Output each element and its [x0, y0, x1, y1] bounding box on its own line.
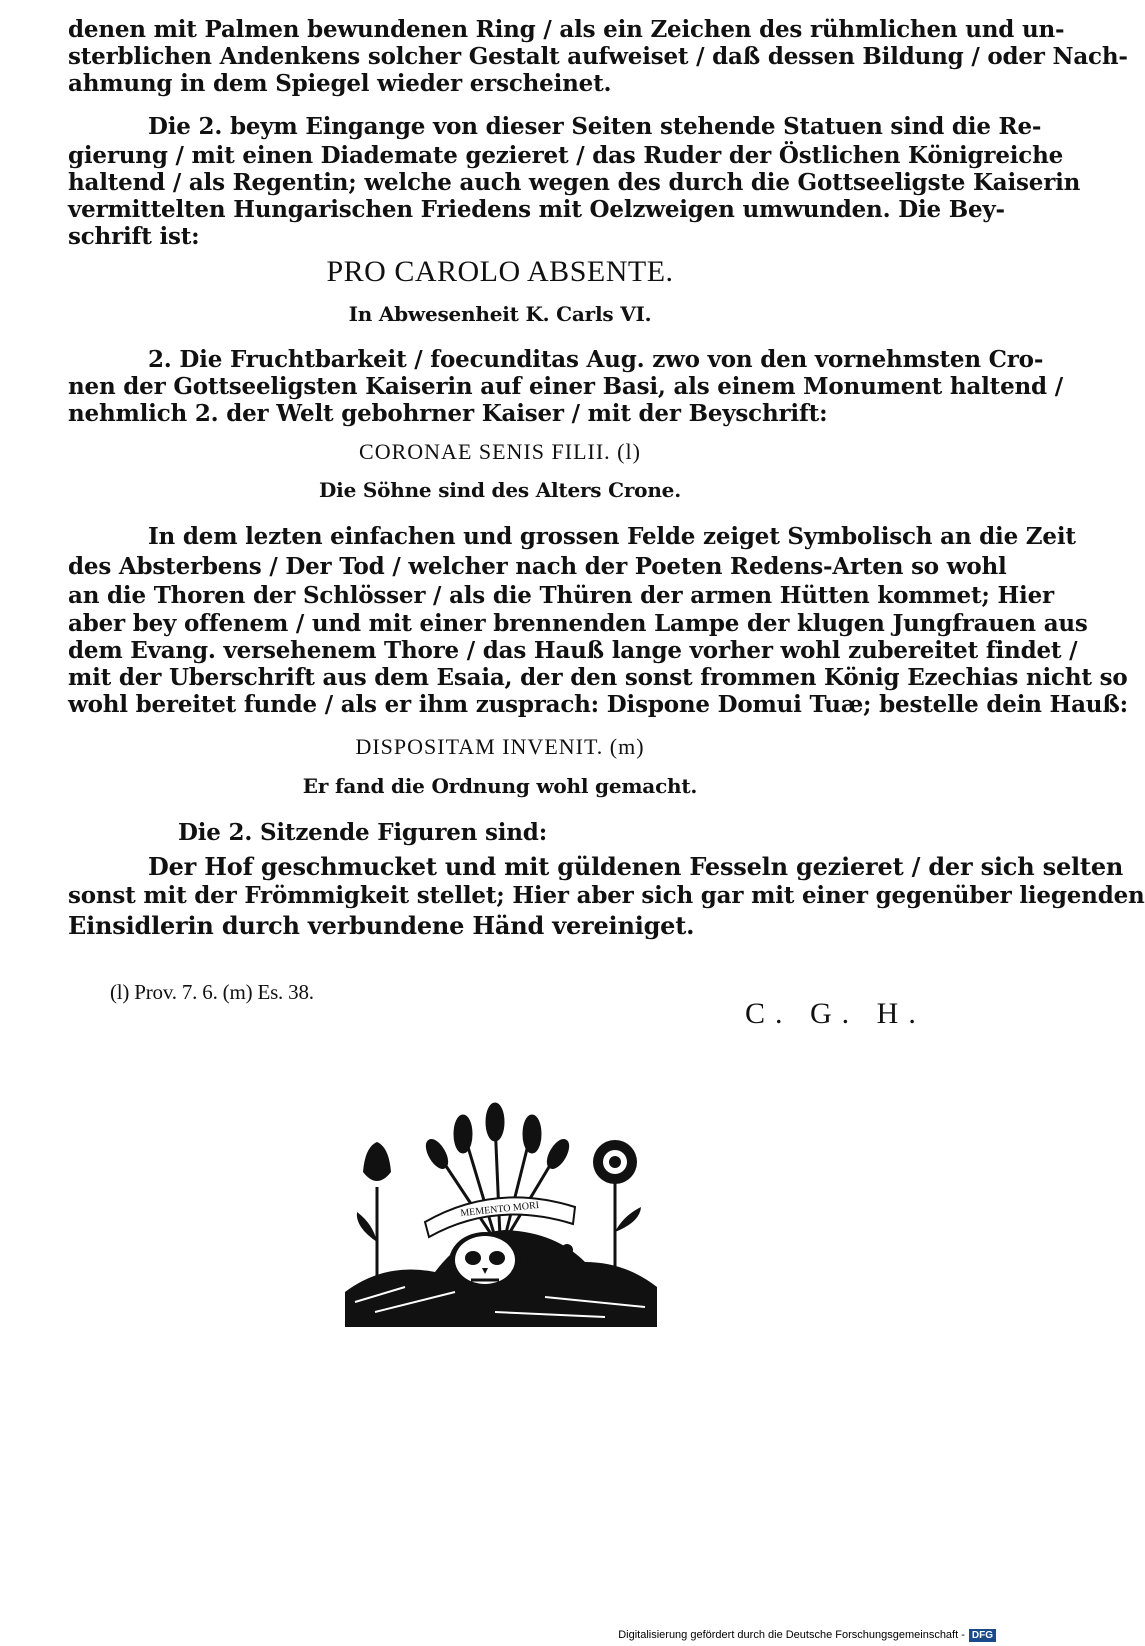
author-initials: C. G. H.	[745, 997, 926, 1030]
memento-mori-vignette	[345, 1112, 657, 1327]
paragraph1-line-1: denen mit Palmen bewundenen Ring / als ein Zeichen des rühmlichen und un-	[68, 16, 1065, 43]
paragraph3-line-1: 2. Die Fruchtbarkeit / foecunditas Aug. zwo von den vornehmsten Cro-	[148, 346, 1044, 373]
paragraph5-line-3: sonst mit der Frömmigkeit stellet; Hier aber sich gar mit einer gegenüber liegenden	[68, 882, 1145, 909]
paragraph5-line-1: Die 2. Sitzende Figuren sind:	[178, 819, 547, 846]
paragraph2-line-1: Die 2. beym Eingange von dieser Seiten stehende Statuen sind die Re-	[148, 113, 1042, 140]
motto2-german: Die Söhne sind des Alters Crone.	[319, 478, 681, 502]
paragraph5-line-4: Einsidlerin durch verbundene Händ vereiniget.	[68, 911, 695, 940]
digitization-credit	[618, 1626, 996, 1644]
vignette-banner-text: MEMENTO MORI	[459, 1199, 540, 1220]
motto1-german: In Abwesenheit K. Carls VI.	[348, 302, 652, 326]
paragraph4-line-2: des Absterbens / Der Tod / welcher nach der Poeten Redens-Arten so wohl	[68, 553, 1007, 580]
paragraph2-line-2: gierung / mit einen Diademate gezieret / das Ruder der Östlichen Königreiche	[68, 142, 1064, 169]
paragraph4-line-3: an die Thoren der Schlösser / als die Thüren der armen Hütten kommet; Hier	[68, 582, 1054, 609]
paragraph4-line-1: In dem lezten einfachen und grossen Felde zeiget Symbolisch an die Zeit	[148, 523, 1076, 550]
paragraph1-line-3: ahmung in dem Spiegel wieder erscheinet.	[68, 70, 612, 97]
paragraph2-line-3: haltend / als Regentin; welche auch wegen des durch die Gottseeligste Kaiserin	[68, 169, 1081, 196]
paragraph2-line-4: vermittelten Hungarischen Friedens mit Oelzweigen umwunden. Die Bey-	[68, 196, 1005, 223]
paragraph4-line-7: wohl bereitet funde / als er ihm zusprach: Dispone Domui Tuæ; bestelle dein Hauß:	[68, 691, 1128, 718]
paragraph2-line-5: schrift ist:	[68, 223, 200, 250]
motto3-latin: DISPOSITAM INVENIT. (m)	[355, 734, 645, 759]
paragraph4-line-5: dem Evang. versehenem Thore / das Hauß lange vorher wohl zubereitet findet /	[68, 637, 1078, 664]
paragraph5-line-2: Der Hof geschmucket und mit güldenen Fesseln gezieret / der sich selten	[148, 852, 1124, 881]
motto1-latin: PRO CAROLO ABSENTE.	[326, 255, 674, 288]
paragraph1-line-2: sterblichen Andenkens solcher Gestalt aufweiset / daß dessen Bildung / oder Nach-	[68, 43, 1128, 70]
paragraph4-line-6: mit der Uberschrift aus dem Esaia, der den sonst frommen König Ezechias nicht so	[68, 664, 1128, 691]
paragraph4-line-4: aber bey offenem / und mit einer brennenden Lampe der klugen Jungfrauen aus	[68, 610, 1088, 637]
motto3-german: Er fand die Ordnung wohl gemacht.	[302, 774, 698, 798]
footnotes: (l) Prov. 7. 6. (m) Es. 38.	[110, 980, 314, 1004]
dfg-logo: DFG	[969, 1629, 996, 1642]
motto2-latin: CORONAE SENIS FILII. (l)	[359, 439, 641, 464]
paragraph3-line-3: nehmlich 2. der Welt gebohrner Kaiser / mit der Beyschrift:	[68, 400, 828, 427]
paragraph3-line-2: nen der Gottseeligsten Kaiserin auf einer Basi, als einem Monument haltend /	[68, 373, 1063, 400]
footer-text: Digitalisierung gefördert durch die Deutsche Forschungsgemeinschaft -	[618, 1629, 965, 1641]
